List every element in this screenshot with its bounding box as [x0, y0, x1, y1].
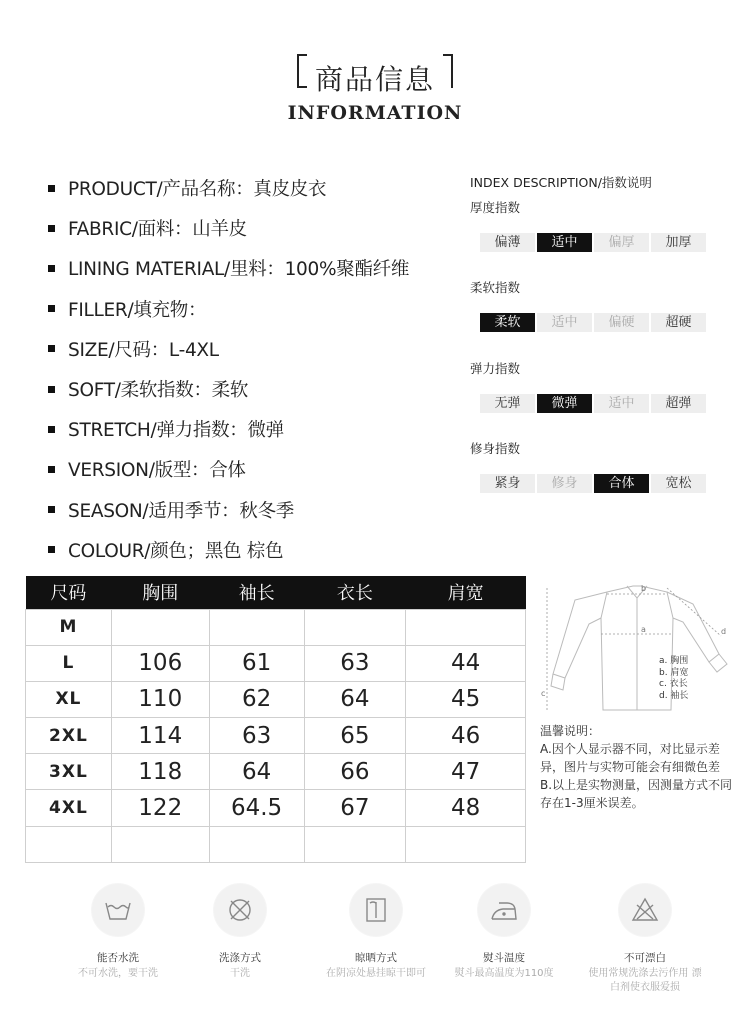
bullet-icon [48, 506, 55, 513]
wash-basin-icon [92, 884, 144, 936]
info-size: SIZE/尺码：L-4XL [48, 329, 468, 369]
title-bracket-right [443, 54, 453, 88]
index-group-label: 柔软指数 [470, 280, 521, 296]
legend-length: c. 衣长 [659, 679, 688, 689]
bullet-icon [48, 305, 55, 312]
bullet-icon [48, 466, 55, 473]
measure-cell: 65 [304, 718, 406, 754]
index-option: 适中 [537, 233, 592, 252]
index-groups [470, 198, 720, 520]
index-option: 合体 [594, 474, 649, 493]
index-option: 适中 [537, 313, 592, 332]
table-row [26, 790, 526, 826]
info-soft: SOFT/柔软指数：柔软 [48, 369, 468, 409]
measure-cell [406, 826, 526, 862]
index-option: 超弹 [651, 394, 706, 413]
measure-cell: 47 [406, 754, 526, 790]
table-row [26, 681, 526, 717]
bullet-icon [48, 386, 55, 393]
size-table [25, 576, 526, 863]
notes-b: B.以上是实物测量，因测量方式不同存在1-3厘米误差。 [540, 778, 733, 810]
no-wash-icon [214, 884, 266, 936]
index-scale [480, 474, 706, 493]
index-option: 偏厚 [594, 233, 649, 252]
measure-cell [111, 609, 209, 645]
size-cell: 2XL [26, 718, 112, 754]
bullet-icon [48, 265, 55, 272]
index-group [470, 439, 720, 519]
iron-icon [478, 884, 530, 936]
bullet-icon [48, 426, 55, 433]
notes [540, 722, 735, 812]
measure-cell [304, 826, 406, 862]
measure-cell: 122 [111, 790, 209, 826]
legend-shoulder: b. 肩宽 [659, 667, 689, 678]
measure-cell: 44 [406, 645, 526, 681]
index-option: 适中 [594, 394, 649, 413]
legend-sleeve: d. 袖长 [659, 690, 689, 701]
index-option: 加厚 [651, 233, 706, 252]
index-option: 柔软 [480, 313, 535, 332]
header-size: 尺码 [26, 576, 112, 609]
table-row [26, 754, 526, 790]
index-option: 修身 [537, 474, 592, 493]
index-group-label: 弹力指数 [470, 360, 521, 376]
garment-left-sleeve [553, 592, 607, 678]
notes-title: 温馨说明： [540, 724, 601, 738]
index-option: 紧身 [480, 474, 535, 493]
index-scale [480, 313, 706, 332]
info-colour: COLOUR/颜色；黑色 棕色 [48, 530, 468, 570]
measure-cell [209, 826, 304, 862]
measure-cell: 62 [209, 681, 304, 717]
info-product: PRODUCT/产品名称：真皮皮衣 [48, 168, 468, 208]
measure-cell: 110 [111, 681, 209, 717]
notes-a: A.因个人显示器不同，对比显示差异，图片与实物可能会有细微色差 [540, 742, 721, 774]
index-option: 超硬 [651, 313, 706, 332]
measure-cell: 66 [304, 754, 406, 790]
marker-a: a [641, 625, 646, 634]
info-stretch: STRETCH/弹力指数：微弹 [48, 409, 468, 449]
care-name-method: 洗涤方式 [219, 952, 261, 964]
measure-cell: 118 [111, 754, 209, 790]
title-frame [297, 52, 453, 100]
measure-cell [406, 609, 526, 645]
size-cell: XL [26, 681, 112, 717]
garment-diagram [537, 578, 737, 718]
care-item-bleach [570, 884, 720, 995]
info-lining: LINING MATERIAL/里料：100%聚酯纤维 [48, 248, 468, 288]
no-bleach-icon [619, 884, 671, 936]
measure-cell [111, 826, 209, 862]
size-cell [26, 826, 112, 862]
header-shoulder: 肩宽 [406, 576, 526, 609]
table-row [26, 718, 526, 754]
product-info-list [48, 168, 468, 570]
care-item-method [165, 884, 315, 981]
index-option: 无弹 [480, 394, 535, 413]
header-sleeve: 袖长 [209, 576, 304, 609]
index-option: 偏薄 [480, 233, 535, 252]
care-name-iron: 熨斗温度 [483, 952, 525, 964]
measure-cell: 64 [304, 681, 406, 717]
care-desc-bleach: 使用常规洗涤去污作用 漂白剂使衣服爱损 [588, 968, 702, 993]
index-group-label: 修身指数 [470, 441, 521, 457]
care-desc-iron: 熨斗最高温度为110度 [454, 968, 554, 979]
index-group [470, 359, 720, 439]
table-row [26, 645, 526, 681]
measure-cell: 64.5 [209, 790, 304, 826]
size-cell: M [26, 609, 112, 645]
marker-c: c [541, 689, 546, 698]
size-table-header [26, 576, 526, 609]
care-name-bleach: 不可漂白 [624, 952, 666, 964]
info-version: VERSION/版型：合体 [48, 449, 468, 489]
size-cell: L [26, 645, 112, 681]
care-name-dry: 晾晒方式 [355, 952, 397, 964]
page-subtitle: INFORMATION [287, 102, 463, 124]
measure-cell: 45 [406, 681, 526, 717]
table-row [26, 609, 526, 645]
size-cell: 3XL [26, 754, 112, 790]
measure-cell [304, 609, 406, 645]
garment-right-sleeve [667, 592, 719, 662]
measure-cell: 63 [304, 645, 406, 681]
diagram-legend [659, 656, 688, 702]
info-filler: FILLER/填充物： [48, 289, 468, 329]
index-option: 偏硬 [594, 313, 649, 332]
measure-cell [209, 609, 304, 645]
measure-cell: 106 [111, 645, 209, 681]
index-option: 微弹 [537, 394, 592, 413]
legend-chest: a. 胸围 [659, 656, 689, 666]
index-heading: INDEX DESCRIPTION/指数说明 [470, 175, 652, 190]
measure-cell: 67 [304, 790, 406, 826]
care-name-wash: 能否水洗 [97, 952, 139, 964]
index-scale [480, 394, 706, 413]
size-cell: 4XL [26, 790, 112, 826]
bullet-icon [48, 185, 55, 192]
page-header [0, 52, 750, 124]
index-group [470, 278, 720, 358]
garment-left-cuff [551, 674, 565, 690]
measure-cell: 48 [406, 790, 526, 826]
index-description [470, 168, 720, 520]
table-row [26, 826, 526, 862]
index-group [470, 198, 720, 278]
title-bracket-left [297, 54, 307, 88]
measure-cell: 114 [111, 718, 209, 754]
header-chest: 胸围 [111, 576, 209, 609]
care-desc-dry: 在阴凉处悬挂晾干即可 [326, 968, 426, 979]
drying-icon [350, 884, 402, 936]
care-desc-wash: 不可水洗，要干洗 [78, 968, 158, 979]
marker-d: d [721, 627, 727, 636]
bullet-icon [48, 225, 55, 232]
marker-b: b [641, 584, 647, 593]
measure-cell: 46 [406, 718, 526, 754]
info-fabric: FABRIC/面料：山羊皮 [48, 208, 468, 248]
header-length: 衣长 [304, 576, 406, 609]
measure-cell: 63 [209, 718, 304, 754]
measure-cell: 64 [209, 754, 304, 790]
index-scale [480, 233, 706, 252]
care-item-iron [429, 884, 579, 981]
page-title: 商品信息 [314, 63, 435, 96]
measure-cell: 61 [209, 645, 304, 681]
care-desc-method: 干洗 [230, 968, 250, 979]
garment-right-cuff [709, 654, 727, 672]
index-group-label: 厚度指数 [470, 200, 521, 215]
info-season: SEASON/适用季节：秋冬季 [48, 490, 468, 530]
bullet-icon [48, 345, 55, 352]
bullet-icon [48, 546, 55, 553]
index-option: 宽松 [651, 474, 706, 493]
